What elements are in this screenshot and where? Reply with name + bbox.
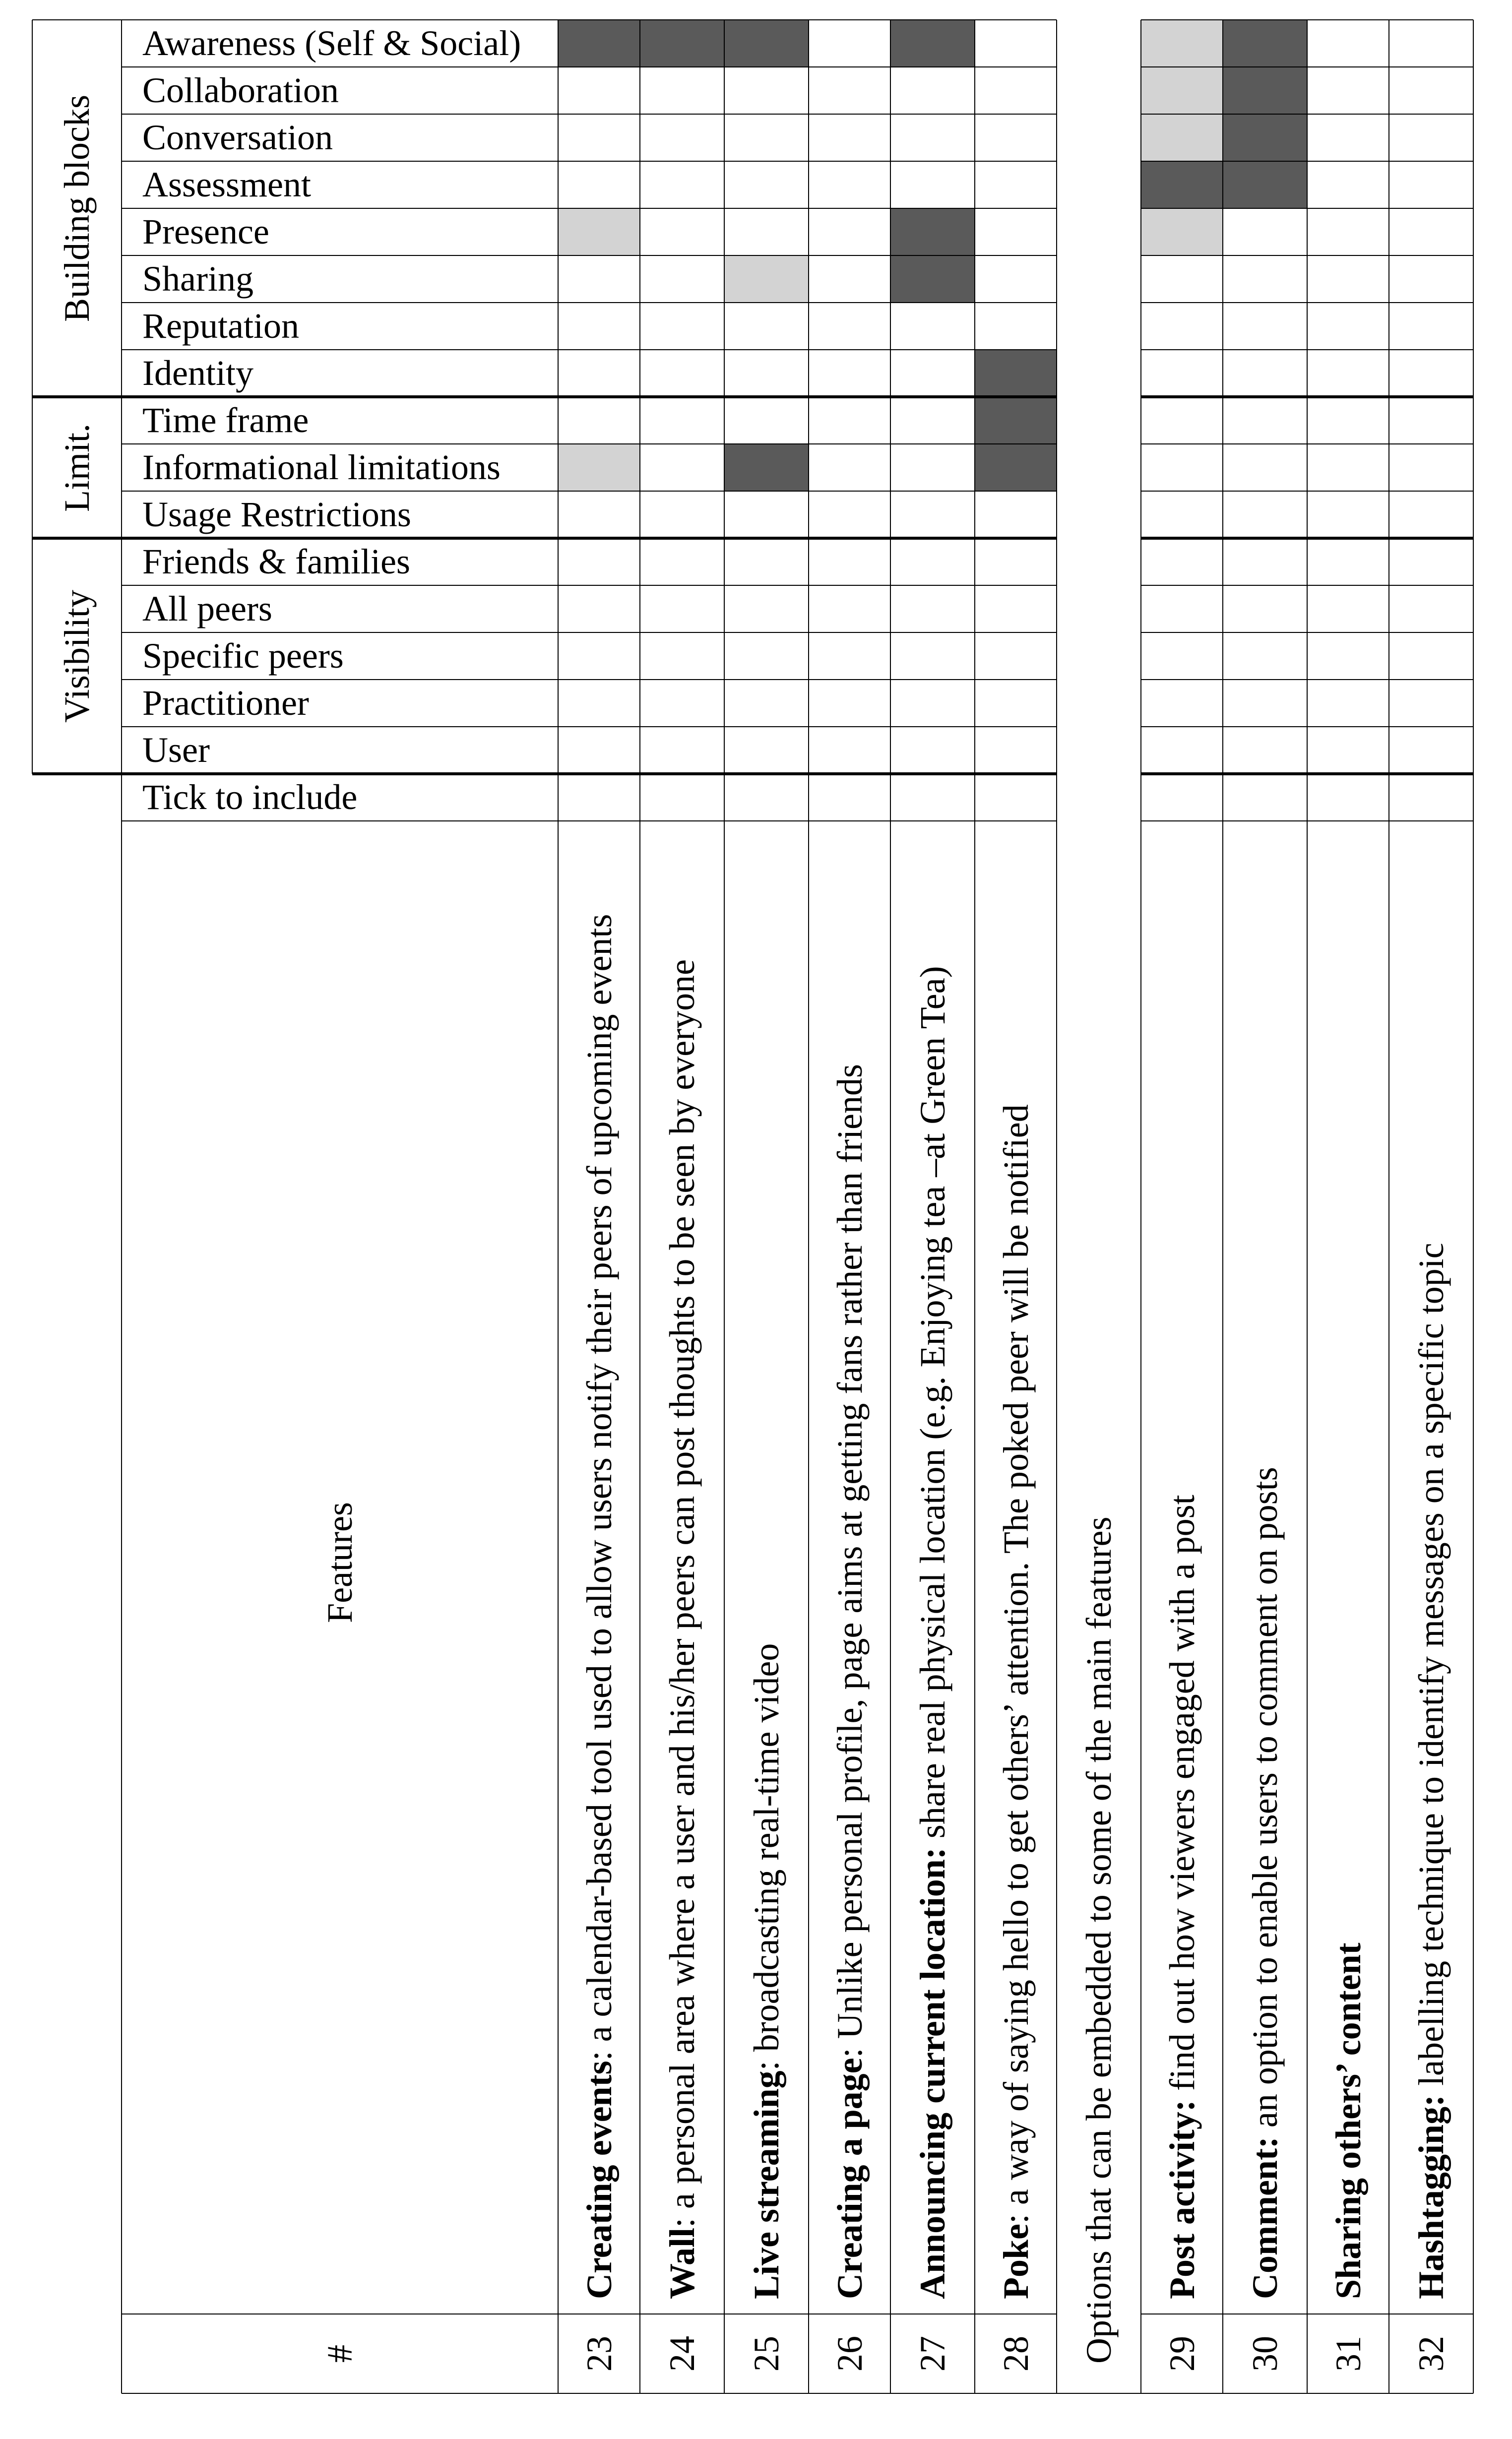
grid-line-h: [122, 349, 1057, 350]
feature-number: 24: [662, 2336, 702, 2372]
grid-line-h: [122, 820, 1057, 821]
feature-description: [1164, 1495, 1200, 2299]
feature-name: Wall: [662, 2227, 702, 2299]
grid-line-v: [639, 20, 640, 2393]
row-label: Awareness (Self & Social): [142, 23, 521, 63]
grid-line-h: [32, 19, 1057, 20]
shaded-cell-dark: [1223, 114, 1307, 161]
grid-line-h: [32, 537, 1057, 540]
feature-detail: find out how viewers engaged with a post: [1162, 1495, 1202, 2100]
grid-line-v: [974, 20, 975, 2393]
shaded-cell-dark: [1223, 67, 1307, 114]
row-label: Usage Restrictions: [142, 495, 411, 534]
row-label: Assessment: [142, 165, 311, 204]
shaded-cell-dark: [640, 20, 724, 67]
grid-line-h: [32, 395, 1057, 398]
grid-line-h: [122, 66, 1057, 67]
feature-number: 25: [747, 2336, 786, 2372]
grid-line-h: [122, 2393, 1473, 2394]
shaded-cell-dark: [890, 20, 975, 67]
row-label: Sharing: [142, 259, 253, 299]
grid-line-h: [122, 632, 1057, 633]
grid-line-v: [121, 20, 122, 2393]
grid-line-v: [890, 20, 891, 2393]
row-label: User: [142, 730, 210, 770]
feature-number: 27: [913, 2336, 952, 2372]
feature-number: 31: [1328, 2336, 1368, 2372]
row-label: Identity: [142, 353, 253, 393]
grid-line-v: [808, 20, 809, 2393]
feature-description: [749, 1643, 784, 2299]
feature-description: [1247, 1467, 1283, 2299]
feature-detail: : a personal area where a user and his/her peers can post thoughts to be seen by everyone: [662, 959, 702, 2228]
feature-detail: : a way of saying hello to get others’ attention. The poked peer will be notified: [996, 1104, 1036, 2224]
feature-name: Comment:: [1245, 2136, 1285, 2299]
grid-line-v: [1388, 20, 1389, 2393]
grid-line-v: [1140, 20, 1141, 2393]
grid-line-v: [32, 20, 33, 774]
row-label: Time frame: [142, 400, 309, 440]
feature-number: 23: [579, 2336, 619, 2372]
feature-name: Creating events: [579, 2061, 619, 2299]
grid-line-v: [558, 20, 559, 2393]
grid-line-h: [122, 302, 1057, 303]
shaded-cell-light: [724, 255, 809, 303]
grid-line-h: [122, 208, 1057, 209]
feature-name: Post activity:: [1162, 2100, 1202, 2299]
shaded-cell-dark: [975, 444, 1057, 491]
feature-number: 28: [996, 2336, 1036, 2372]
shaded-cell-dark: [558, 20, 640, 67]
feature-description: [998, 1104, 1034, 2299]
feature-name: Poke: [996, 2224, 1036, 2299]
shaded-cell-light: [558, 208, 640, 255]
feature-description: [829, 1064, 870, 2299]
row-label: Conversation: [142, 118, 333, 157]
grid-line-v: [1473, 20, 1474, 2393]
feature-detail: labelling technique to identify messages on a specific topic: [1411, 1243, 1451, 2095]
feature-number: 26: [829, 2336, 870, 2372]
grid-line-h: [122, 255, 1057, 256]
shaded-cell-light: [1141, 20, 1223, 67]
feature-name: Live streaming: [747, 2070, 786, 2299]
group-label: Limit.: [57, 423, 97, 512]
grid-line-h: [122, 726, 1057, 727]
feature-detail: : a calendar-based tool used to allow users notify their peers of upcoming events: [579, 914, 619, 2061]
feature-detail: an option to enable users to comment on posts: [1245, 1467, 1285, 2137]
options-label: Options that can be embedded to some of the main features: [1079, 1516, 1119, 2364]
feature-number: 32: [1411, 2336, 1451, 2372]
group-label: Building blocks: [57, 94, 97, 322]
feature-name: Hashtagging:: [1411, 2094, 1451, 2299]
feature-description: [915, 966, 950, 2299]
feature-name: Creating a page: [829, 2058, 870, 2299]
feature-number: 29: [1162, 2336, 1202, 2372]
shaded-cell-light: [1141, 67, 1223, 114]
grid-line-v: [1307, 20, 1308, 2393]
feature-description: [1413, 1243, 1449, 2299]
feature-name: Sharing others’ content: [1328, 1942, 1368, 2299]
grid-line-h: [122, 679, 1057, 680]
number-header: #: [320, 2345, 360, 2363]
row-label: Friends & families: [142, 542, 410, 581]
grid-line-h: [122, 161, 1057, 162]
grid-line-h: [122, 491, 1057, 492]
group-label: Visibility: [57, 589, 97, 723]
row-label: Practitioner: [142, 683, 309, 723]
shaded-cell-dark: [1223, 20, 1307, 67]
feature-number: 30: [1245, 2336, 1285, 2372]
feature-description: [1330, 1942, 1366, 2299]
tick-to-include-label: Tick to include: [142, 777, 358, 817]
shaded-cell-dark: [1141, 161, 1223, 208]
shaded-cell-dark: [724, 444, 809, 491]
shaded-cell-dark: [975, 397, 1057, 444]
grid-line-v: [724, 20, 725, 2393]
feature-description: [664, 959, 700, 2299]
feature-description: [581, 914, 617, 2299]
shaded-cell-light: [1141, 114, 1223, 161]
shaded-cell-light: [1141, 208, 1223, 255]
feature-detail: : Unlike personal profile, page aims at getting fans rather than friends: [829, 1064, 870, 2058]
shaded-cell-dark: [724, 20, 809, 67]
shaded-cell-dark: [1223, 161, 1307, 208]
grid-line-h: [122, 114, 1057, 115]
shaded-cell-dark: [890, 255, 975, 303]
row-label: Specific peers: [142, 636, 344, 676]
row-label: Presence: [142, 212, 269, 251]
feature-detail: share real physical location (e.g. Enjoying tea –at Green Tea): [913, 966, 952, 1848]
row-label: Informational limitations: [142, 447, 501, 487]
row-label: Collaboration: [142, 70, 339, 110]
grid-line-h: [122, 443, 1057, 444]
row-label: Reputation: [142, 306, 299, 346]
grid-line-h: [32, 772, 1057, 775]
row-label: All peers: [142, 589, 272, 628]
grid-line-v: [1222, 20, 1223, 2393]
features-header: Features: [320, 1502, 360, 1623]
feature-detail: : broadcasting real-time video: [747, 1643, 786, 2071]
feature-name: Announcing current location:: [913, 1847, 952, 2299]
grid-line-h: [122, 585, 1057, 586]
shaded-cell-dark: [890, 208, 975, 255]
shaded-cell-dark: [975, 350, 1057, 397]
shaded-cell-light: [558, 444, 640, 491]
grid-line-v: [1056, 20, 1057, 2393]
